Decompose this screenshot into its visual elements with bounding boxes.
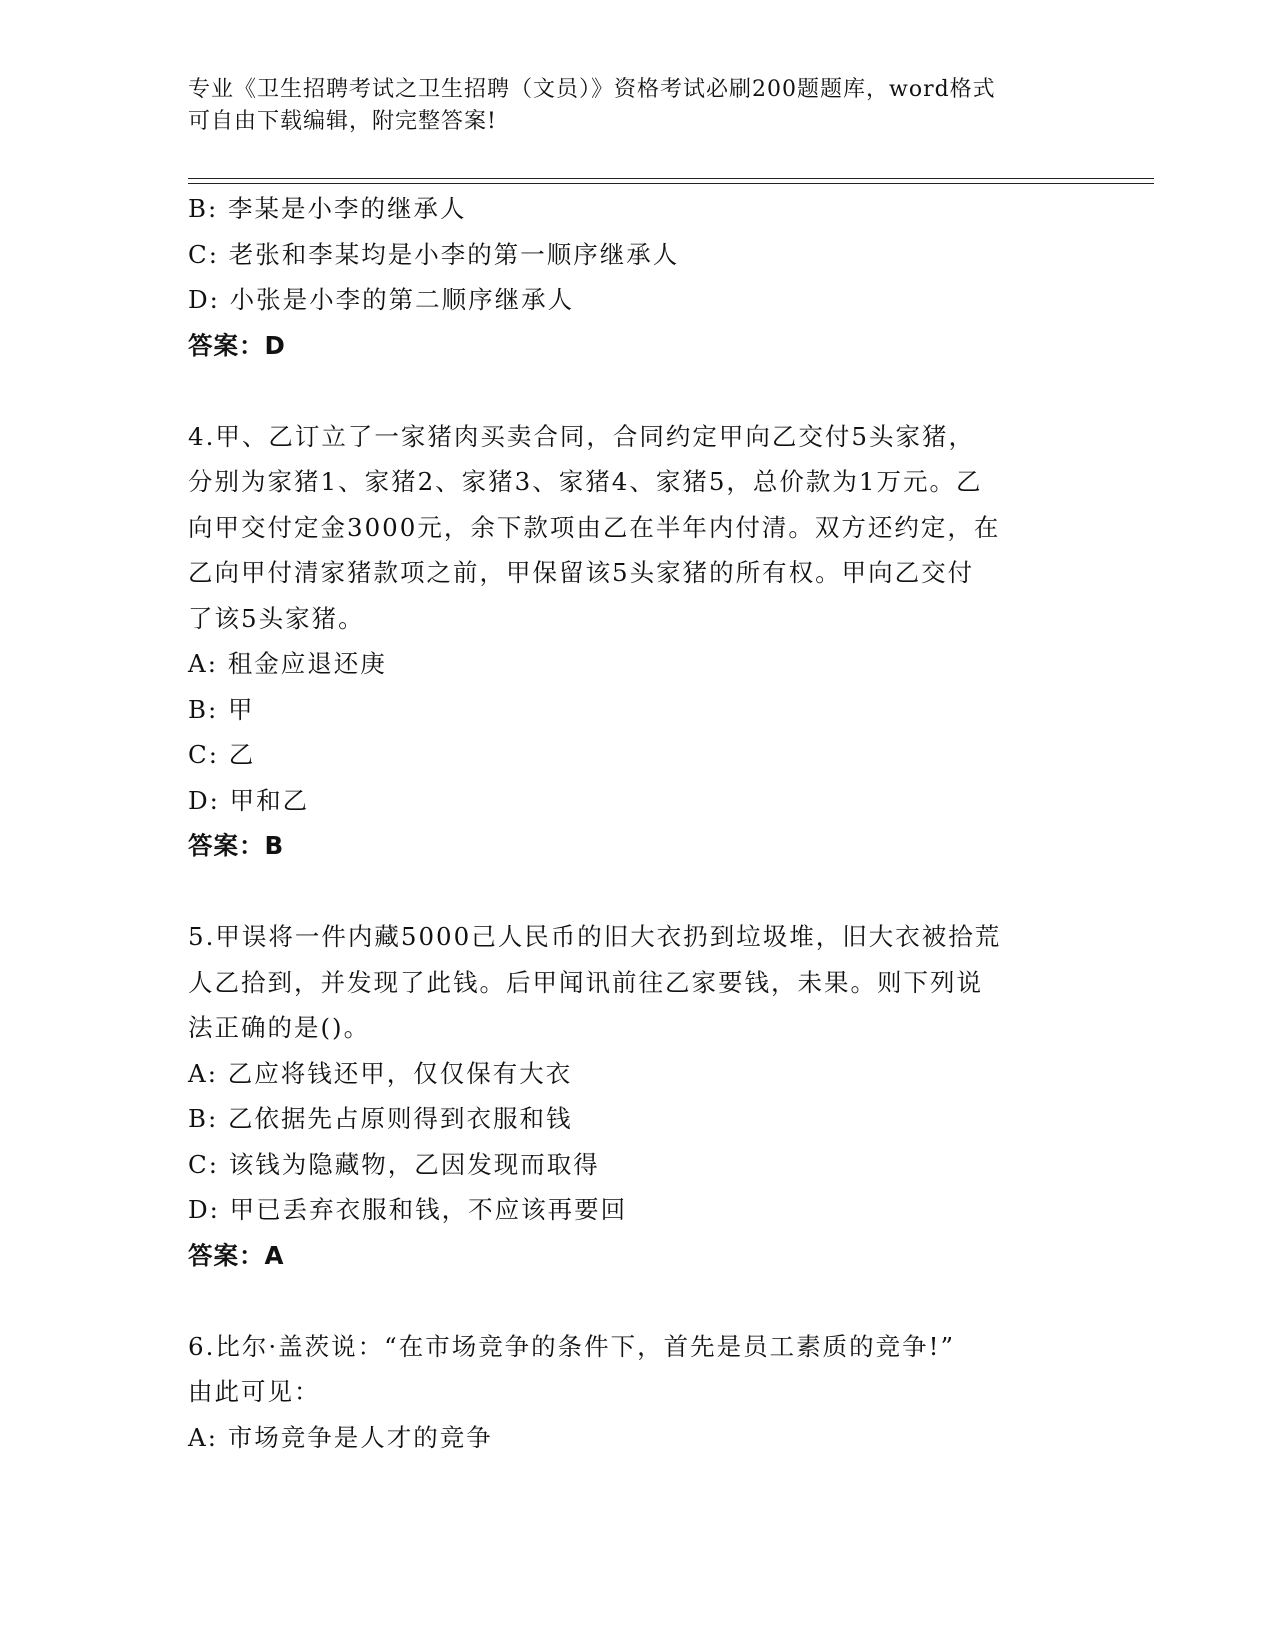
- answer-line: 答案：A: [188, 1240, 285, 1270]
- answer-line: 答案：B: [188, 831, 285, 860]
- question-content: [188, 186, 1088, 1460]
- option-c: C: 乙: [188, 740, 256, 769]
- option-d: D: 甲和乙: [188, 785, 310, 815]
- option-a: A: 市场竞争是人才的竞争: [188, 1422, 493, 1452]
- option-a: A: 乙应将钱还甲，仅仅保有大衣: [188, 1058, 573, 1088]
- spacer: [188, 869, 1088, 915]
- header-line-1: 专业《卫生招聘考试之卫生招聘（文员）》资格考试必刷200题题库，word格式: [188, 77, 996, 102]
- option-c: C: 老张和李某均是小李的第一顺序继承人: [188, 239, 680, 269]
- header-rule-bottom: [188, 183, 1154, 184]
- option-b: B: 乙依据先占原则得到衣服和钱: [188, 1104, 573, 1133]
- spacer: [188, 1278, 1088, 1324]
- spacer: [188, 368, 1088, 414]
- option-d: D: 小张是小李的第二顺序继承人: [188, 285, 575, 314]
- question-3-tail: [188, 186, 1088, 368]
- document-header: [188, 74, 1088, 138]
- question-stem-line: 乙向甲付清家猪款项之前，甲保留该5头家猪的所有权。甲向乙交付: [188, 558, 975, 587]
- option-b: B: 甲: [188, 694, 255, 724]
- question-5: [188, 914, 1088, 1278]
- answer-line: 答案：D: [188, 330, 286, 360]
- question-stem-line: 分别为家猪1、家猪2、家猪3、家猪4、家猪5，总价款为1万元。乙: [188, 467, 983, 496]
- question-stem-line: 向甲交付定金3000元，余下款项由乙在半年内付清。双方还约定，在: [188, 512, 1001, 542]
- question-stem-line: 5.甲误将一件内藏5000己人民币的旧大衣扔到垃圾堆，旧大衣被拾荒: [188, 922, 1002, 951]
- question-6: [188, 1324, 1088, 1461]
- question-stem-line: 4.甲、乙订立了一家猪肉买卖合同，合同约定甲向乙交付5头家猪，: [188, 421, 975, 451]
- question-4: [188, 414, 1088, 869]
- question-stem-line: 人乙拾到，并发现了此钱。后甲闻讯前往乙家要钱，未果。则下列说: [188, 967, 983, 997]
- option-d: D: 甲已丢弃衣服和钱，不应该再要回: [188, 1195, 628, 1224]
- option-b: B: 李某是小李的继承人: [188, 194, 467, 223]
- option-a: A: 租金应退还庚: [188, 649, 387, 678]
- question-stem-line: 了该5头家猪。: [188, 603, 365, 633]
- question-stem-line: 6.比尔·盖茨说：“在市场竞争的条件下，首先是员工素质的竞争!”: [188, 1331, 956, 1361]
- question-stem-line: 法正确的是()。: [188, 1013, 371, 1042]
- header-line-2: 可自由下载编辑，附完整答案!: [188, 109, 497, 134]
- option-c: C: 该钱为隐藏物，乙因发现而取得: [188, 1149, 600, 1179]
- question-stem-line: 由此可见：: [188, 1377, 321, 1406]
- header-rule-top: [188, 178, 1154, 179]
